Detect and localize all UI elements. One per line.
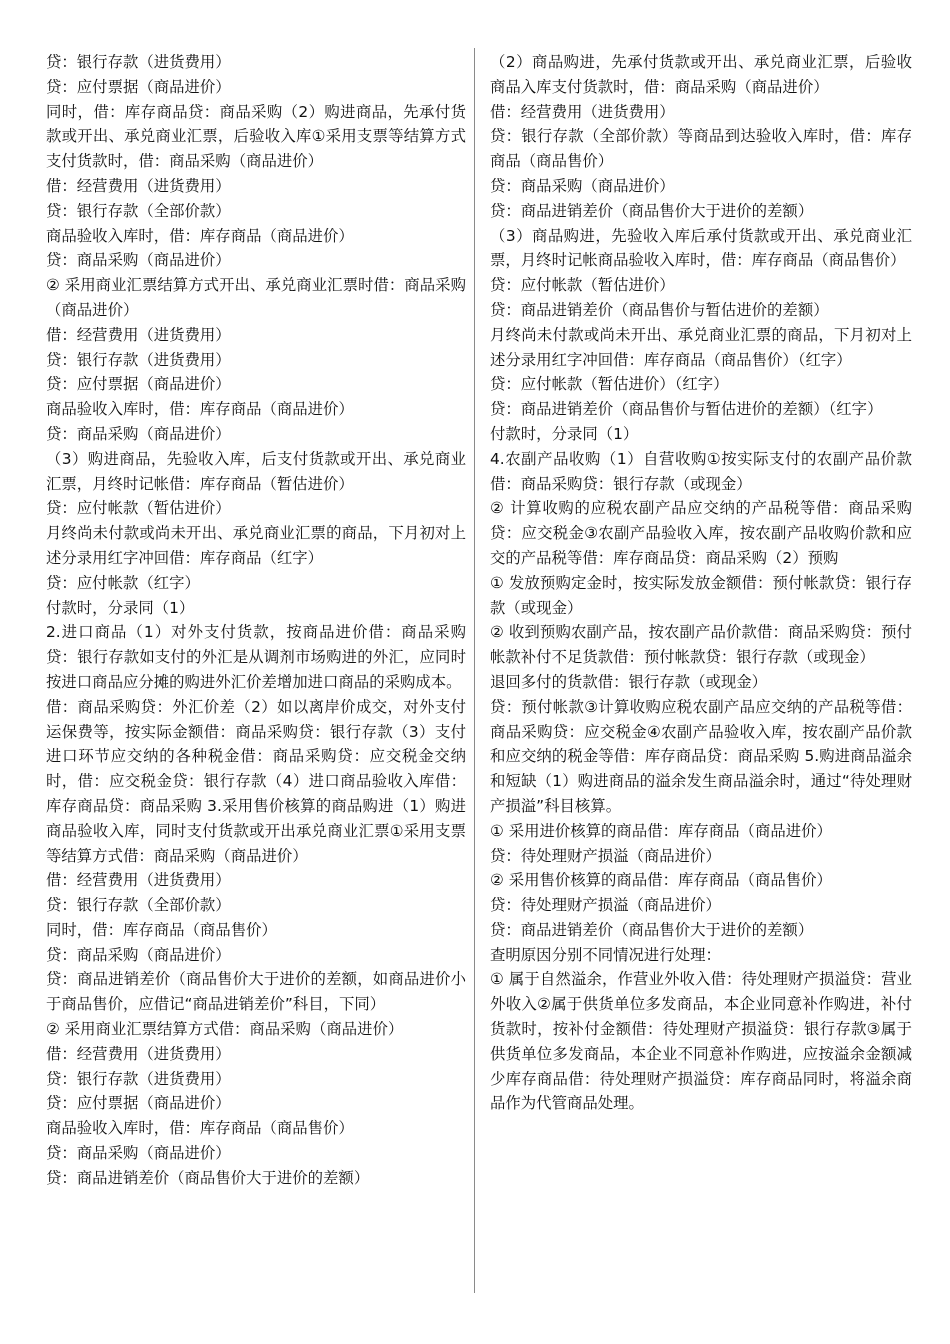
- text-paragraph: 贷：银行存款（进货费用）: [46, 1069, 231, 1088]
- text-paragraph: 借：经营费用（进货费用）: [490, 102, 675, 121]
- text-paragraph: 4.农副产品收购（1）自营收购①按实际支付的农副产品价款借：商品采购贷：银行存款（或现金）: [490, 449, 912, 493]
- text-paragraph: 贷：银行存款（全部价款）: [46, 201, 231, 220]
- text-paragraph: 贷：待处理财产损溢（商品进价）: [490, 846, 721, 865]
- text-paragraph: 贷：银行存款（进货费用）: [46, 350, 231, 369]
- text-paragraph: ① 采用进价核算的商品借：库存商品（商品进价）: [490, 821, 832, 840]
- text-paragraph: 贷：银行存款（进货费用）: [46, 53, 231, 71]
- text-paragraph: ① 发放预购定金时，按实际发放金额借：预付帐款贷：银行存款（或现金）: [490, 573, 912, 617]
- text-paragraph: 贷：商品采购（商品进价）: [490, 176, 675, 195]
- text-paragraph: ① 属于自然溢余，作营业外收入借：待处理财产损溢贷：营业外收入②属于供货单位多发商品，本企业同意补作购进，补付货款时，按补付金额借：待处理财产损溢贷：银行存款③属于供货单位多发商品，本企业不同意补作购进，应按溢余金额减少库存商品借：待处理财产损溢贷：库存商品同时，将溢余商品作为代管商品处理。: [490, 970, 912, 1113]
- column-divider: [474, 48, 475, 1293]
- text-paragraph: 查明原因分别不同情况进行处理：: [490, 945, 721, 964]
- text-paragraph: ② 采用售价核算的商品借：库存商品（商品售价）: [490, 871, 832, 890]
- text-paragraph: 借：经营费用（进货费用）: [46, 176, 231, 195]
- text-paragraph: 同时，借：库存商品贷：商品采购（2）购进商品，先承付货款或开出、承兑商业汇票，后验收入库①采用支票等结算方式支付货款时，借：商品采购（商品进价）: [46, 102, 466, 171]
- text-paragraph: 贷：商品采购（商品进价）: [46, 251, 231, 270]
- text-paragraph: 借：经营费用（进货费用）: [46, 325, 231, 344]
- text-paragraph: 贷：商品采购（商品进价）: [46, 1144, 231, 1163]
- text-paragraph: 贷：银行存款（全部价款）: [46, 896, 231, 915]
- text-paragraph: 借：经营费用（进货费用）: [46, 871, 231, 890]
- text-paragraph: 退回多付的货款借：银行存款（或现金）: [490, 672, 768, 691]
- text-paragraph: 付款时，分录同（1）: [46, 598, 195, 617]
- text-paragraph: ② 采用商业汇票结算方式借：商品采购（商品进价）: [46, 1020, 404, 1039]
- text-paragraph: ② 采用商业汇票结算方式开出、承兑商业汇票时借：商品采购（商品进价）: [46, 276, 466, 319]
- text-paragraph: 贷：待处理财产损溢（商品进价）: [490, 896, 721, 915]
- text-paragraph: 贷：商品采购（商品进价）: [46, 424, 231, 443]
- text-paragraph: 商品验收入库时，借：库存商品（商品进价）: [46, 226, 354, 245]
- text-paragraph: 借：商品采购贷：外汇价差（2）如以离岸价成交，对外支付运保费等，按实际金额借：商品采购贷：银行存款（3）支付进口环节应交纳的各种税金借：商品采购贷：应交税金交纳时，借：应交税金贷：银行存款（4）进口商品验收入库借：库存商品贷：商品采购 3.采用售价核算的商品购进（1）购进商品验收入库，同时支付货款或开出承兑商业汇票①采用支票等结算方式借：商品采购（商品进价）: [46, 697, 466, 865]
- text-paragraph: 贷：预付帐款③计算收购应税农副产品应交纳的产品税等借：商品采购贷：应交税金④农副产品验收入库，按农副产品价款和应交纳的税金等借：库存商品贷：商品采购 5.购进商品溢余和短缺（1）购进商品的溢余发生商品溢余时，通过“待处理财产损溢”科目核算。: [490, 697, 912, 815]
- text-paragraph: 贷：商品进销差价（商品售价与暂估进价的差额）（红字）: [490, 400, 883, 419]
- text-paragraph: 贷：应付票据（商品进价）: [46, 1094, 231, 1113]
- text-paragraph: （3）购进商品，先验收入库，后支付货款或开出、承兑商业汇票，月终时记帐借：库存商品（暂估进价）: [46, 449, 466, 493]
- text-paragraph: 贷：银行存款（全部价款）等商品到达验收入库时，借：库存商品（商品售价）: [490, 127, 912, 171]
- text-paragraph: （2）商品购进，先承付货款或开出、承兑商业汇票，后验收商品入库支付货款时，借：商品采购（商品进价）: [490, 53, 912, 96]
- text-paragraph: 贷：商品采购（商品进价）: [46, 945, 231, 964]
- text-paragraph: 贷：应付帐款（红字）: [46, 573, 200, 592]
- text-paragraph: 借：经营费用（进货费用）: [46, 1044, 231, 1063]
- text-paragraph: 贷：应付票据（商品进价）: [46, 375, 231, 394]
- text-paragraph: 月终尚未付款或尚未开出、承兑商业汇票的商品，下月初对上述分录用红字冲回借：库存商品（红字）: [46, 524, 466, 567]
- text-paragraph: 同时，借：库存商品（商品售价）: [46, 920, 277, 939]
- text-paragraph: （3）商品购进，先验收入库后承付货款或开出、承兑商业汇票，月终时记帐商品验收入库时，借：库存商品（商品售价）: [490, 226, 912, 270]
- left-column: [46, 50, 466, 1191]
- right-column: [490, 50, 912, 1116]
- text-paragraph: 贷：商品进销差价（商品售价大于进价的差额，如商品进价小于商品售价，应借记“商品进销差价”科目，下同）: [46, 970, 466, 1014]
- text-paragraph: 贷：商品进销差价（商品售价与暂估进价的差额）: [490, 300, 829, 319]
- text-paragraph: 商品验收入库时，借：库存商品（商品售价）: [46, 1119, 354, 1138]
- text-paragraph: 贷：应付帐款（暂估进价）（红字）: [490, 375, 729, 394]
- text-paragraph: 贷：应付票据（商品进价）: [46, 77, 231, 96]
- text-paragraph: 贷：商品进销差价（商品售价大于进价的差额）: [490, 920, 814, 939]
- text-paragraph: 月终尚未付款或尚未开出、承兑商业汇票的商品，下月初对上述分录用红字冲回借：库存商品（商品售价）（红字）: [490, 325, 912, 369]
- text-paragraph: 贷：商品进销差价（商品售价大于进价的差额）: [46, 1168, 370, 1187]
- text-paragraph: 贷：应付帐款（暂估进价）: [490, 276, 675, 295]
- text-paragraph: ② 计算收购的应税农副产品应交纳的产品税等借：商品采购贷：应交税金③农副产品验收入库，按农副产品收购价款和应交的产品税等借：库存商品贷：商品采购（2）预购: [490, 499, 912, 567]
- text-paragraph: 贷：应付帐款（暂估进价）: [46, 499, 231, 518]
- text-paragraph: ② 收到预购农副产品，按农副产品价款借：商品采购贷：预付帐款补付不足货款借：预付帐款贷：银行存款（或现金）: [490, 623, 912, 667]
- text-paragraph: 商品验收入库时，借：库存商品（商品进价）: [46, 400, 354, 419]
- text-paragraph: 付款时，分录同（1）: [490, 424, 639, 443]
- text-paragraph: 贷：商品进销差价（商品售价大于进价的差额）: [490, 201, 814, 220]
- text-paragraph: 2.进口商品（1）对外支付货款，按商品进价借：商品采购贷：银行存款如支付的外汇是从调剂市场购进的外汇，应同时按进口商品应分摊的购进外汇价差增加进口商品的采购成本。: [46, 623, 466, 691]
